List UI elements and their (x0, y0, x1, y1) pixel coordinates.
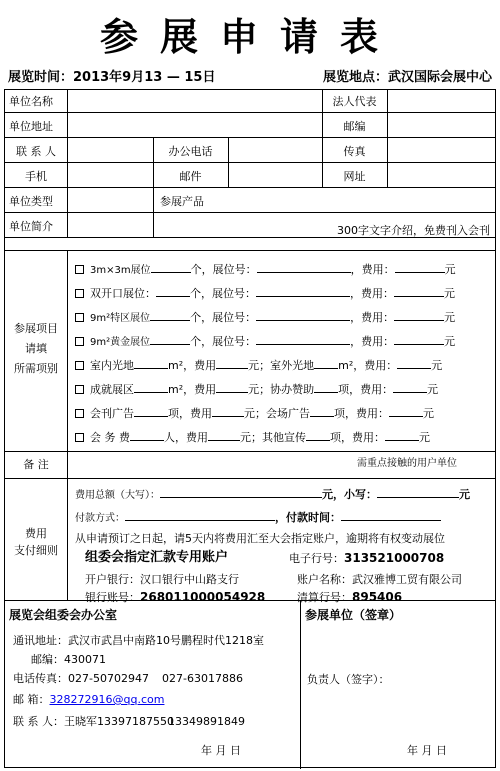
organizer-date: 年 月 日 (201, 744, 241, 757)
email-link[interactable]: 328272916@qq.com (49, 693, 165, 706)
unit-name-label: 单位名称 (9, 95, 53, 108)
items-label-3: 所需项别 (14, 362, 58, 375)
exhibitor-title: 参展单位（签章） (305, 608, 402, 622)
checkbox[interactable] (75, 337, 84, 346)
checkbox[interactable] (75, 289, 84, 298)
item-row: 9m²黄金展位 个，展位号： ，费用： 元 (75, 334, 455, 349)
intro-label: 单位简介 (9, 220, 53, 233)
mobile-label: 手机 (25, 170, 47, 183)
products-label: 参展产品 (160, 195, 204, 208)
checkbox[interactable] (75, 361, 84, 370)
items-label-1: 参展项目 (14, 322, 58, 335)
checkbox[interactable] (75, 433, 84, 442)
exhibition-place: 展览地点：武汉国际会展中心 (322, 70, 492, 85)
payment-label-2: 支付细则 (14, 544, 58, 557)
checkbox[interactable] (75, 313, 84, 322)
payment-notice: 从申请预订之日起，请5天内将费用汇至大会指定账户，逾期将有权变动展位 (75, 532, 445, 545)
organizer-address: 通讯地址：武汉市武昌中南路10号鹏程时代1218室 (13, 634, 264, 647)
method-row: 付款方式： ，付款时间： (75, 510, 441, 525)
items-label-2: 请填 (25, 342, 47, 355)
website-label: 网址 (343, 170, 366, 183)
item-row: 会刊广告 项，费用 元；会场广告 项，费用： 元 (75, 406, 434, 420)
remarks-note: 需重点接触的用户单位 (357, 458, 457, 469)
item-row: 3m×3m展位 个，展位号： ，费用： 元 (75, 262, 456, 277)
remarks-label: 备 注 (23, 458, 49, 471)
organizer-email: 邮 箱：328272916@qq.com (13, 693, 165, 706)
item-row: 室内光地 m²，费用 元；室外光地 m²，费用： 元 (75, 358, 442, 372)
form-title: 参展申请表 (99, 14, 400, 59)
organizer-title: 展览会组委会办公室 (9, 608, 118, 622)
unit-type-label: 单位类型 (9, 195, 53, 208)
account-title: 组委会指定汇款专用账户 (85, 550, 229, 565)
unit-address-label: 单位地址 (9, 120, 53, 133)
item-row: 9m²特区展位 个，展位号： ，费用： 元 (75, 310, 455, 325)
account-no-row: 银行账号：268011000054928 (85, 590, 266, 604)
checkbox[interactable] (75, 265, 84, 274)
organizer-contact: 联 系 人：王晓军1339718755013349891849 (13, 715, 245, 728)
legal-rep-label: 法人代表 (332, 95, 377, 108)
postcode-label: 邮编 (343, 120, 366, 133)
organizer-phone: 电话传真：027-50702947 027-63017886 (13, 672, 243, 685)
application-form (4, 89, 496, 768)
item-row: 成就展区 m²，费用 元；协办赞助 项，费用： 元 (75, 382, 438, 396)
payment-label-1: 费用 (25, 527, 47, 540)
account-name-row: 账户名称：武汉雅博工贸有限公司 (297, 573, 462, 586)
item-row: 会 务 费 人，费用 元；其他宣传 项，费用： 元 (75, 430, 430, 444)
exhibition-time: 展览时间：2013年9月13 — 15日 (8, 70, 216, 85)
organizer-postcode: 邮编：430071 (31, 653, 106, 666)
exhibitor-person: 负责人（签字）： (307, 673, 390, 686)
checkbox[interactable] (75, 409, 84, 418)
fax-label: 传真 (343, 145, 366, 158)
office-phone-label: 办公电话 (168, 145, 213, 158)
exhibitor-date: 年 月 日 (407, 744, 447, 757)
contact-label: 联 系 人 (16, 145, 56, 158)
checkbox[interactable] (75, 385, 84, 394)
clearing-row: 清算行号：895406 (297, 590, 403, 604)
total-row: 费用总额（大写）： 元，小写： 元 (75, 488, 470, 501)
email-label: 邮件 (179, 170, 202, 183)
teller-row: 电子行号：313521000708 (289, 551, 445, 565)
bank-row: 开户银行：汉口银行中山路支行 (85, 573, 239, 586)
intro-note: 300字文字介绍，免费刊入会刊 (337, 224, 490, 237)
item-row: 双开口展位： 个，展位号： ，费用： 元 (75, 286, 455, 300)
